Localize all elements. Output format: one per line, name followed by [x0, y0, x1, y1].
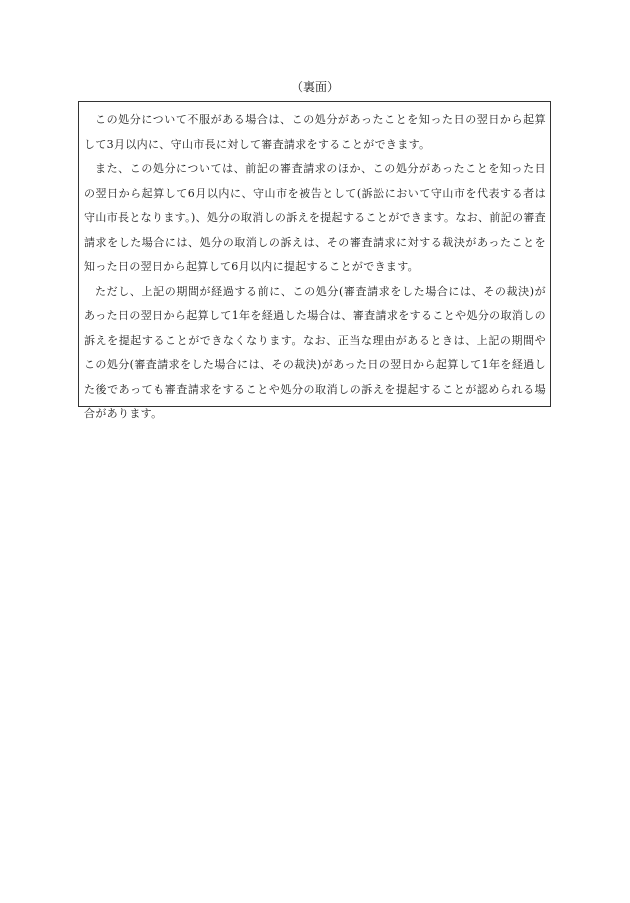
notice-paragraph-deadline-exception: ただし、上記の期間が経過する前に、この処分(審査請求をした場合には、その裁決)があった日の翌日から起算して1年を経過した場合は、審査請求をすることや処分の取消しの訴えを提起することができなくなります。なお、正当な理由があるときは、上記の期間やこの処分(審査請求をした場合には、その裁決)があった日の翌日から起算して1年を経過した後であっても審査請求をすることや処分の取消しの訴えを提起することが認められる場合があります。 [84, 284, 546, 420]
page-title: （裏面） [290, 80, 339, 94]
notice-paragraph-review-request: この処分について不服がある場合は、この処分があったことを知った日の翌日から起算して3月以内に、守山市長に対して審査請求をすることができます。 [84, 113, 546, 151]
notice-paragraph-revocation-suit: また、この処分については、前記の審査請求のほか、この処分があったことを知った日の翌日から起算して6月以内に、守山市を被告として(訴訟において守山市を代表する者は守山市長となります。)、処分の取消しの訴えを提起することができます。なお、前記の審査請求をした場合には、処分の取消しの訴えは、その審査請求に対する裁決があったことを知った日の翌日から起算して6月以内に提起することができます。 [84, 162, 546, 273]
appeal-notice-box [78, 101, 551, 420]
